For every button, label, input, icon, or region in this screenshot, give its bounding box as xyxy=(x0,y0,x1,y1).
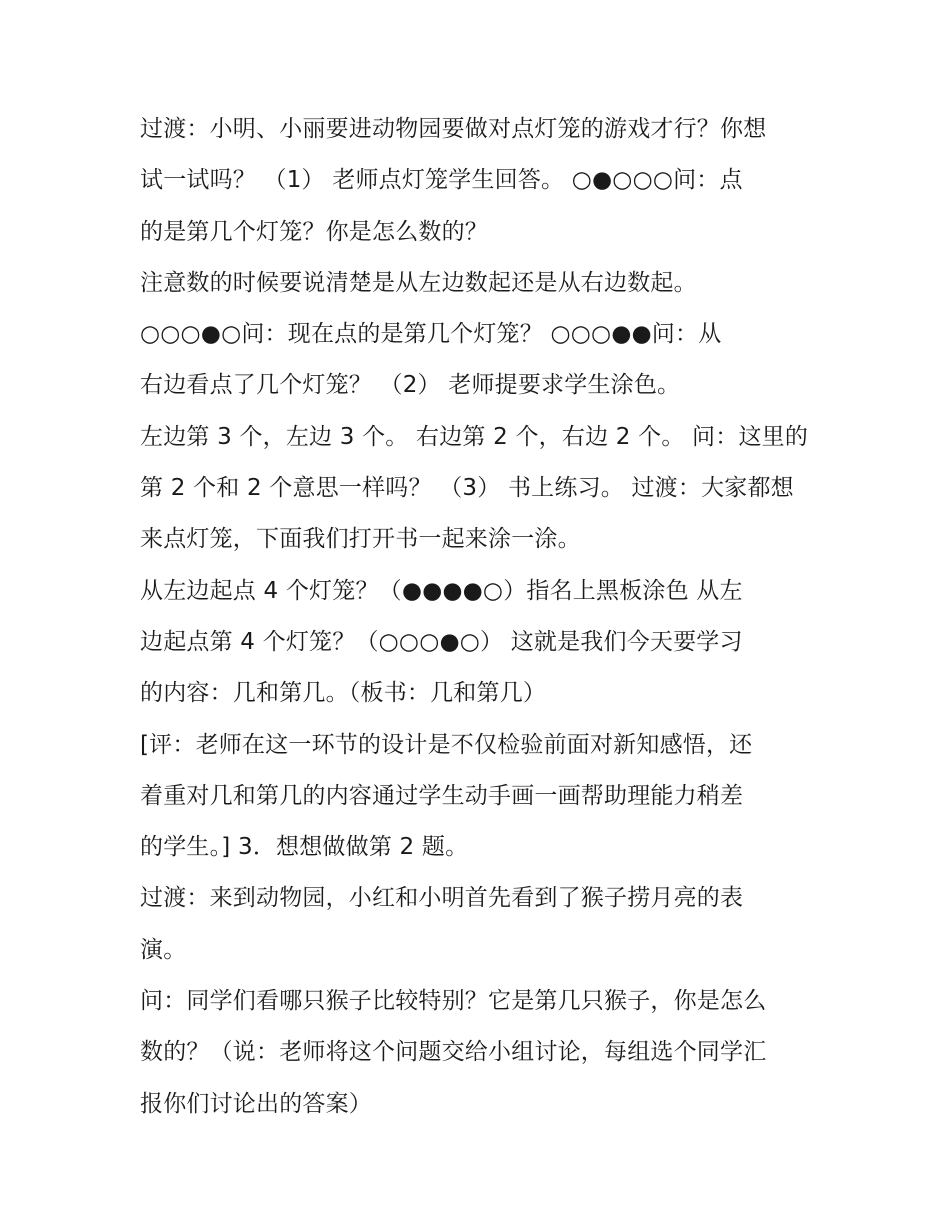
text-line: 左边第 3 个，左边 3 个。 右边第 2 个，右边 2 个。 问：这里的 xyxy=(140,423,809,450)
text-line: ○○○●○问：现在点的是第几个灯笼？ ○○○●●问：从 xyxy=(140,321,722,348)
document-body xyxy=(140,104,820,1130)
text-line: 的学生。] 3．想想做做第 2 题。 xyxy=(140,834,469,861)
text-line: 过渡：小明、小丽要进动物园要做对点灯笼的游戏才行？你想 xyxy=(140,116,767,142)
text-line: 的内容：几和第几。（板书：几和第几） xyxy=(140,680,547,707)
text-line: 演。 xyxy=(140,936,187,963)
text-line: 从左边起点 4 个灯笼？（●●●●○）指名上黑板涂色 从左 xyxy=(140,577,743,604)
text-line: 边起点第 4 个灯笼？（○○○●○） 这就是我们今天要学习 xyxy=(140,628,743,655)
text-line: 第 2 个和 2 个意思一样吗？ （3） 书上练习。 过渡：大家都想 xyxy=(140,475,794,502)
text-line: [评：老师在这一环节的设计是不仅检验前面对新知感悟，还 xyxy=(140,731,753,758)
text-line: 试一试吗？ （1） 老师点灯笼学生回答。 ○●○○○问：点 xyxy=(140,167,743,194)
text-line: 的是第几个灯笼？你是怎么数的？ xyxy=(140,218,488,245)
text-line: 右边看点了几个灯笼？ （2） 老师提要求学生涂色。 xyxy=(140,372,681,399)
text-line: 着重对几和第几的内容通过学生动手画一画帮助理能力稍差 xyxy=(140,782,744,809)
text-line: 数的？（说：老师将这个问题交给小组讨论，每组选个同学汇 xyxy=(140,1039,767,1066)
text-line: 来点灯笼，下面我们打开书一起来涂一涂。 xyxy=(140,526,581,553)
text-line: 问：同学们看哪只猴子比较特别？它是第几只猴子，你是怎么 xyxy=(140,988,767,1015)
text-line: 报你们讨论出的答案） xyxy=(140,1090,372,1117)
text-line: 过渡：来到动物园，小红和小明首先看到了猴子捞月亮的表 xyxy=(140,885,744,912)
text-line: 注意数的时候要说清楚是从左边数起还是从右边数起。 xyxy=(140,269,697,296)
